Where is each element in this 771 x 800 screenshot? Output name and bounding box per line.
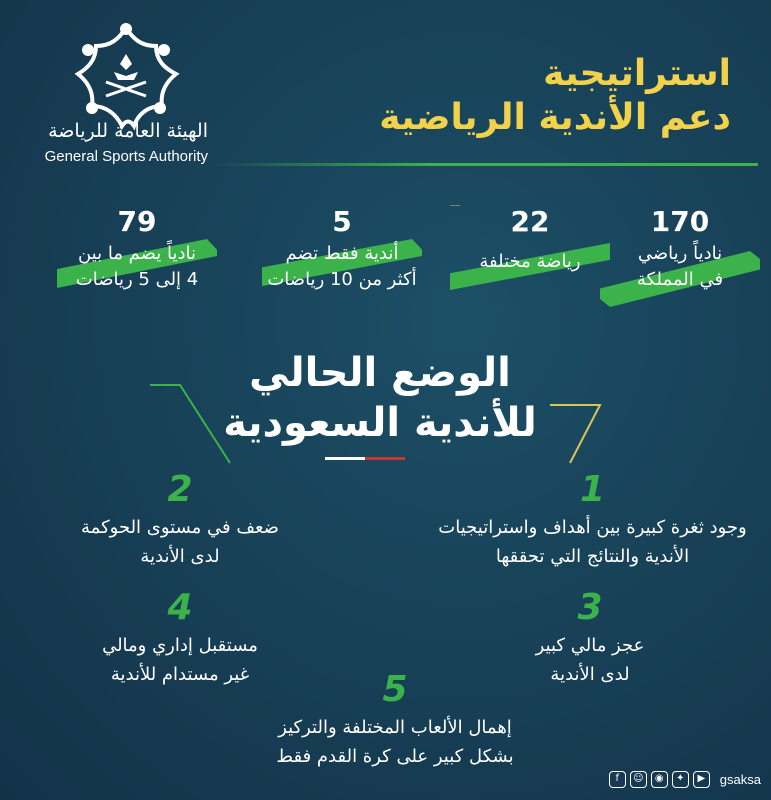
issue-text (395, 514, 771, 572)
stat-card-range (57, 205, 217, 315)
issue-number: 4 (167, 587, 193, 628)
stat-label-line2: في المملكة (636, 269, 724, 291)
issue-line2: لدى الأندية (550, 663, 630, 685)
stat-card-sports (450, 205, 610, 315)
issue-line1: عجز مالي كبير (535, 635, 645, 656)
title-line-1: استراتيجية (543, 53, 731, 94)
issue-item-1 (395, 469, 771, 572)
stat-number: 79 (117, 205, 157, 238)
stat-number: 170 (650, 205, 710, 238)
section-title (150, 345, 610, 465)
stat-number: 5 (332, 205, 352, 238)
stat-card-multi-sport (262, 205, 422, 315)
org-name-arabic: الهيئة العامة للرياضة (48, 120, 208, 142)
stat-label (600, 241, 760, 293)
issue-item-2 (50, 469, 310, 572)
gsa-logo (28, 20, 228, 170)
issue-line2: الأندية والنتائج التي تحققها (495, 545, 690, 567)
issue-line1: مستقبل إداري ومالي (102, 635, 258, 656)
issue-item-5 (235, 669, 555, 772)
twitter-icon[interactable]: ✦ (672, 771, 689, 788)
section-title-line2: للأندية السعودية (223, 400, 537, 446)
issue-number: 5 (382, 669, 408, 710)
stat-label (57, 241, 217, 293)
page-title (331, 52, 731, 140)
issue-number: 2 (167, 469, 193, 510)
stat-number: 22 (510, 205, 550, 238)
issue-line1: إهمال الألعاب المختلفة والتركيز (278, 717, 512, 738)
stat-label (450, 249, 610, 275)
stat-label-line1: رياضة مختلفة (479, 251, 581, 272)
issue-number: 1 (579, 469, 606, 510)
issue-line2: لدى الأندية (140, 545, 220, 567)
stat-label-line2: أكثر من 10 رياضات (267, 269, 417, 291)
section-title-line1: الوضع الحالي (249, 350, 511, 396)
instagram-icon[interactable]: ◉ (651, 771, 668, 788)
stat-label-line1: نادياً يضم ما بين (77, 243, 197, 264)
social-footer (609, 768, 761, 790)
snapchat-icon[interactable]: ☺ (630, 771, 647, 788)
stat-label-line1: أندية فقط تضم (285, 243, 399, 264)
stat-label-line2: 4 إلى 5 رياضات (75, 269, 199, 291)
issue-line1: وجود ثغرة كبيرة بين أهداف واستراتيجيات (438, 517, 747, 538)
youtube-icon[interactable]: ▶ (693, 771, 710, 788)
issue-text (50, 514, 310, 572)
org-name-english: General Sports Authority (44, 148, 208, 165)
issue-line2: غير مستدام للأندية (110, 663, 250, 685)
stat-label (262, 241, 422, 293)
issue-text (235, 714, 555, 772)
issue-line2: بشكل كبير على كرة القدم فقط (276, 745, 514, 767)
header-divider (210, 163, 758, 166)
issue-number: 3 (577, 587, 603, 628)
title-line-2: دعم الأندية الرياضية (379, 97, 731, 139)
issue-line1: ضعف في مستوى الحوكمة (81, 517, 279, 538)
stat-label-line1: نادياً رياضي (637, 243, 723, 264)
gsa-emblem-icon (66, 20, 186, 132)
stat-card-clubs (600, 205, 760, 315)
social-handle[interactable]: gsaksa (719, 771, 761, 787)
facebook-icon[interactable]: f (609, 771, 626, 788)
